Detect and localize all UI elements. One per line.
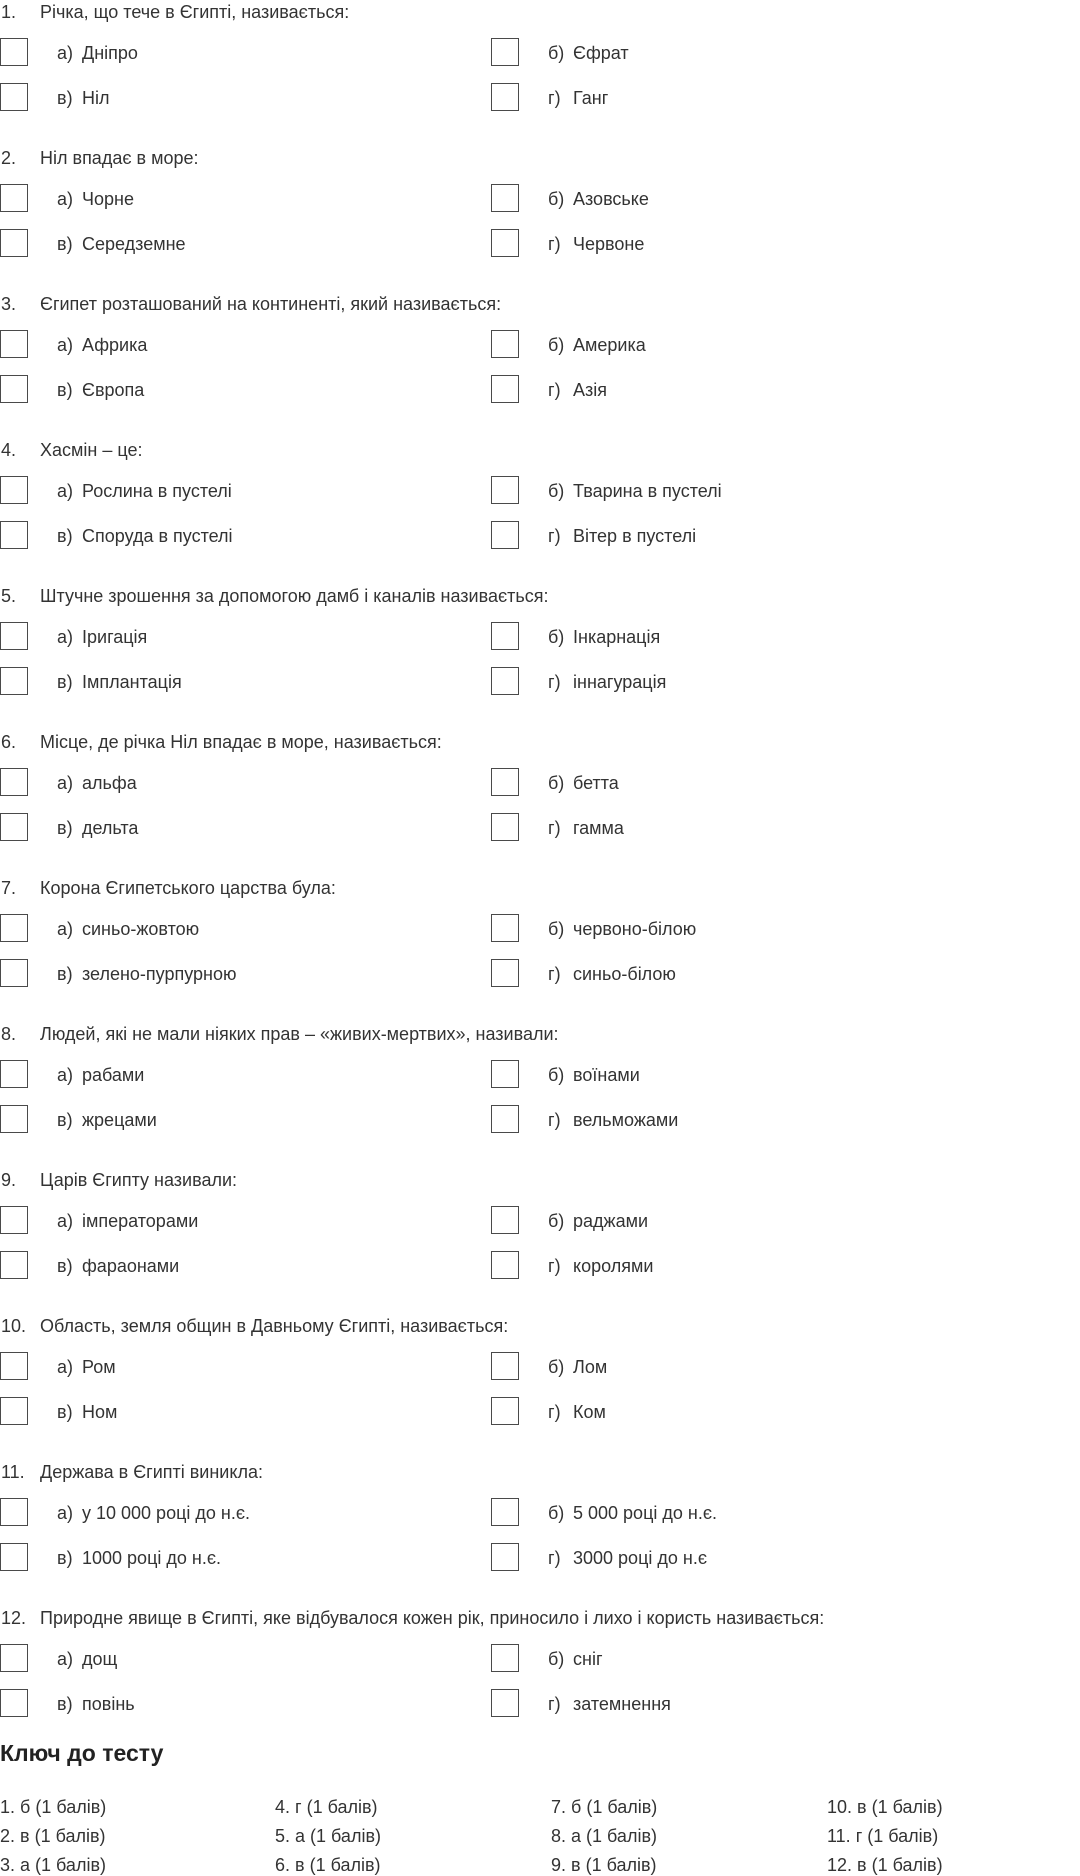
- answer-checkbox[interactable]: [491, 38, 519, 66]
- question-4: [0, 438, 1080, 584]
- answer-checkbox[interactable]: [0, 768, 28, 796]
- answer-option[interactable]: [491, 83, 911, 113]
- option-letter: б): [548, 481, 565, 501]
- answer-option[interactable]: [491, 184, 911, 214]
- question-text: Людей, які не мали ніяких прав – «живих-мертвих», називали:: [40, 1024, 559, 1044]
- option-text: гамма: [573, 818, 624, 838]
- option-text: 5 000 році до н.є.: [573, 1503, 718, 1523]
- option-text: вельможами: [573, 1110, 679, 1130]
- answer-option[interactable]: [491, 768, 911, 798]
- answer-option[interactable]: [491, 914, 911, 944]
- option-letter: г): [548, 234, 561, 254]
- question-number: 3.: [1, 294, 17, 314]
- option-letter: в): [57, 1256, 73, 1276]
- option-letter: а): [57, 919, 74, 939]
- answer-option[interactable]: [491, 1352, 911, 1382]
- option-letter: б): [548, 627, 565, 647]
- answer-key-item: 11. г (1 балів): [827, 1826, 939, 1846]
- answer-checkbox[interactable]: [0, 1060, 28, 1088]
- option-text: затемнення: [573, 1694, 671, 1714]
- option-text: червоно-білою: [573, 919, 697, 939]
- option-text: Ком: [573, 1402, 606, 1422]
- question-number: 4.: [1, 440, 17, 460]
- answer-checkbox[interactable]: [491, 768, 519, 796]
- question-number: 2.: [1, 148, 17, 168]
- answer-checkbox[interactable]: [491, 1689, 519, 1717]
- option-text: імператорами: [82, 1211, 199, 1231]
- answer-option[interactable]: [0, 184, 420, 214]
- option-text: Тварина в пустелі: [573, 481, 722, 501]
- option-text: іннагурація: [573, 672, 667, 692]
- option-text: воїнами: [573, 1065, 640, 1085]
- answer-checkbox[interactable]: [0, 476, 28, 504]
- option-letter: а): [57, 1357, 74, 1377]
- option-letter: г): [548, 1694, 561, 1714]
- option-text: Інкарнація: [573, 627, 661, 647]
- option-text: раджами: [573, 1211, 649, 1231]
- answer-option[interactable]: [0, 375, 420, 405]
- question-12: [0, 1606, 1080, 1752]
- option-letter: а): [57, 1503, 74, 1523]
- option-letter: в): [57, 234, 73, 254]
- answer-checkbox[interactable]: [491, 229, 519, 257]
- answer-checkbox[interactable]: [491, 1397, 519, 1425]
- option-letter: в): [57, 672, 73, 692]
- option-text: Африка: [82, 335, 148, 355]
- option-text: рабами: [82, 1065, 145, 1085]
- answer-checkbox[interactable]: [0, 1206, 28, 1234]
- option-text: Дніпро: [82, 43, 138, 63]
- option-letter: г): [548, 88, 561, 108]
- answer-checkbox[interactable]: [491, 1352, 519, 1380]
- question-text: Річка, що тече в Єгипті, називається:: [40, 2, 350, 22]
- answer-option[interactable]: [0, 622, 420, 652]
- answer-option[interactable]: [491, 1498, 911, 1528]
- option-letter: г): [548, 1256, 561, 1276]
- answer-option[interactable]: [0, 38, 420, 68]
- option-letter: в): [57, 964, 73, 984]
- answer-key-item: 3. а (1 балів): [0, 1855, 106, 1875]
- answer-option[interactable]: [491, 375, 911, 405]
- question-number: 10.: [1, 1316, 27, 1336]
- answer-checkbox[interactable]: [491, 959, 519, 987]
- answer-checkbox[interactable]: [0, 38, 28, 66]
- answer-option[interactable]: [491, 1689, 911, 1719]
- answer-option[interactable]: [491, 667, 911, 697]
- option-letter: в): [57, 1110, 73, 1130]
- question-number: 11.: [1, 1462, 25, 1482]
- answer-option[interactable]: [0, 1105, 420, 1135]
- option-letter: б): [548, 1503, 565, 1523]
- option-text: Ганг: [573, 88, 609, 108]
- option-text: бетта: [573, 773, 619, 793]
- answer-option[interactable]: [491, 622, 911, 652]
- answer-option[interactable]: [491, 330, 911, 360]
- answer-checkbox[interactable]: [491, 83, 519, 111]
- answer-checkbox[interactable]: [0, 1352, 28, 1380]
- question-number: 7.: [1, 878, 17, 898]
- answer-checkbox[interactable]: [491, 1251, 519, 1279]
- option-text: повінь: [82, 1694, 135, 1714]
- answer-checkbox[interactable]: [491, 1060, 519, 1088]
- answer-option[interactable]: [491, 959, 911, 989]
- answer-checkbox[interactable]: [0, 184, 28, 212]
- option-text: Ніл: [82, 88, 110, 108]
- question-2: [0, 146, 1080, 292]
- option-text: Європа: [82, 380, 145, 400]
- option-letter: а): [57, 773, 74, 793]
- answer-option[interactable]: [0, 1543, 420, 1573]
- option-text: Ром: [82, 1357, 116, 1377]
- option-letter: а): [57, 335, 74, 355]
- answer-checkbox[interactable]: [0, 622, 28, 650]
- option-letter: а): [57, 43, 74, 63]
- option-letter: б): [548, 1649, 565, 1669]
- answer-key-item: 5. а (1 балів): [275, 1826, 381, 1846]
- answer-option[interactable]: [0, 1498, 420, 1528]
- question-number: 1.: [1, 2, 17, 22]
- answer-option[interactable]: [491, 813, 911, 843]
- option-text: Іригація: [82, 627, 148, 647]
- question-number: 8.: [1, 1024, 17, 1044]
- question-number: 5.: [1, 586, 17, 606]
- option-text: у 10 000 році до н.є.: [82, 1503, 251, 1523]
- answer-option[interactable]: [0, 1060, 420, 1090]
- option-text: зелено-пурпурною: [82, 964, 237, 984]
- question-8: [0, 1022, 1080, 1168]
- answer-key-item: 8. а (1 балів): [551, 1826, 657, 1846]
- answer-key-item: 9. в (1 балів): [551, 1855, 657, 1875]
- option-letter: б): [548, 1065, 565, 1085]
- answer-checkbox[interactable]: [491, 813, 519, 841]
- option-letter: г): [548, 672, 561, 692]
- option-text: Азовське: [573, 189, 649, 209]
- answer-checkbox[interactable]: [491, 330, 519, 358]
- answer-option[interactable]: [0, 667, 420, 697]
- answer-option[interactable]: [0, 1352, 420, 1382]
- answer-checkbox[interactable]: [491, 914, 519, 942]
- option-text: Чорне: [82, 189, 134, 209]
- answer-option[interactable]: [0, 1206, 420, 1236]
- answer-checkbox[interactable]: [491, 521, 519, 549]
- option-text: синьо-жовтою: [82, 919, 200, 939]
- option-text: фараонами: [82, 1256, 180, 1276]
- answer-checkbox[interactable]: [0, 330, 28, 358]
- answer-checkbox[interactable]: [0, 1498, 28, 1526]
- answer-key-item: 12. в (1 балів): [827, 1855, 943, 1875]
- question-6: [0, 730, 1080, 876]
- option-text: Азія: [573, 380, 608, 400]
- answer-option[interactable]: [491, 1543, 911, 1573]
- question-text: Корона Єгипетського царства була:: [40, 878, 336, 898]
- option-text: Єфрат: [573, 43, 629, 63]
- option-letter: б): [548, 919, 565, 939]
- option-text: 1000 році до н.є.: [82, 1548, 222, 1568]
- option-letter: г): [548, 964, 561, 984]
- answer-option[interactable]: [491, 476, 911, 506]
- option-letter: а): [57, 1211, 74, 1231]
- answer-checkbox[interactable]: [491, 667, 519, 695]
- option-text: Споруда в пустелі: [82, 526, 233, 546]
- option-text: Імплантація: [82, 672, 182, 692]
- answer-checkbox[interactable]: [491, 184, 519, 212]
- question-11: [0, 1460, 1080, 1606]
- option-letter: в): [57, 526, 73, 546]
- answer-option[interactable]: [491, 521, 911, 551]
- option-letter: б): [548, 1211, 565, 1231]
- answer-checkbox[interactable]: [0, 1543, 28, 1571]
- question-10: [0, 1314, 1080, 1460]
- answer-checkbox[interactable]: [0, 1644, 28, 1672]
- question-9: [0, 1168, 1080, 1314]
- question-5: [0, 584, 1080, 730]
- answer-option[interactable]: [0, 914, 420, 944]
- answer-option[interactable]: [0, 959, 420, 989]
- question-text: Область, земля общин в Давньому Єгипті, називається:: [40, 1316, 509, 1336]
- answer-option[interactable]: [0, 813, 420, 843]
- answer-checkbox[interactable]: [0, 375, 28, 403]
- option-text: Ном: [82, 1402, 118, 1422]
- answer-checkbox[interactable]: [0, 1105, 28, 1133]
- answer-checkbox[interactable]: [0, 1251, 28, 1279]
- answer-option[interactable]: [491, 229, 911, 259]
- answer-checkbox[interactable]: [0, 914, 28, 942]
- answer-checkbox[interactable]: [491, 1206, 519, 1234]
- answer-checkbox[interactable]: [0, 1689, 28, 1717]
- answer-option[interactable]: [0, 1251, 420, 1281]
- answer-checkbox[interactable]: [491, 375, 519, 403]
- answer-option[interactable]: [491, 1060, 911, 1090]
- answer-checkbox[interactable]: [0, 813, 28, 841]
- answer-checkbox[interactable]: [0, 229, 28, 257]
- answer-option[interactable]: [491, 1206, 911, 1236]
- answer-checkbox[interactable]: [491, 1644, 519, 1672]
- option-letter: г): [548, 526, 561, 546]
- answer-checkbox[interactable]: [491, 622, 519, 650]
- answer-option[interactable]: [491, 1251, 911, 1281]
- answer-option[interactable]: [491, 38, 911, 68]
- question-text: Ніл впадає в море:: [40, 148, 199, 168]
- answer-option[interactable]: [0, 330, 420, 360]
- option-text: Червоне: [573, 234, 645, 254]
- answer-checkbox[interactable]: [491, 1543, 519, 1571]
- answer-checkbox[interactable]: [0, 1397, 28, 1425]
- option-letter: в): [57, 818, 73, 838]
- answer-key-item: 6. в (1 балів): [275, 1855, 381, 1875]
- option-letter: в): [57, 1402, 73, 1422]
- option-text: Америка: [573, 335, 646, 355]
- question-text: Місце, де річка Ніл впадає в море, називається:: [40, 732, 442, 752]
- option-text: Вітер в пустелі: [573, 526, 697, 546]
- question-number: 12.: [1, 1608, 27, 1628]
- question-text: Єгипет розташований на континенті, який називається:: [40, 294, 502, 314]
- option-letter: в): [57, 88, 73, 108]
- option-letter: а): [57, 1649, 74, 1669]
- question-3: [0, 292, 1080, 438]
- answer-key-title: Ключ до тесту: [0, 1740, 164, 1766]
- answer-option[interactable]: [0, 1644, 420, 1674]
- option-letter: г): [548, 380, 561, 400]
- option-text: Лом: [573, 1357, 608, 1377]
- question-text: Природне явище в Єгипті, яке відбувалося кожен рік, приносило і лихо і користь називається:: [40, 1608, 825, 1628]
- option-letter: а): [57, 189, 74, 209]
- option-text: жрецами: [82, 1110, 157, 1130]
- question-text: Держава в Єгипті виникла:: [40, 1462, 263, 1482]
- answer-key-item: 4. г (1 балів): [275, 1797, 378, 1817]
- question-1: [0, 0, 1080, 146]
- answer-option[interactable]: [0, 1689, 420, 1719]
- option-text: дощ: [82, 1649, 118, 1669]
- option-letter: г): [548, 1110, 561, 1130]
- question-number: 6.: [1, 732, 17, 752]
- answer-checkbox[interactable]: [0, 521, 28, 549]
- answer-checkbox[interactable]: [491, 1498, 519, 1526]
- option-text: альфа: [82, 773, 137, 793]
- answer-option[interactable]: [0, 476, 420, 506]
- answer-option[interactable]: [0, 229, 420, 259]
- option-letter: б): [548, 1357, 565, 1377]
- answer-option[interactable]: [491, 1105, 911, 1135]
- option-text: синьо-білою: [573, 964, 676, 984]
- answer-key-item: 1. б (1 балів): [0, 1797, 107, 1817]
- option-letter: в): [57, 380, 73, 400]
- option-letter: г): [548, 1402, 561, 1422]
- question-text: Царів Єгипту називали:: [40, 1170, 238, 1190]
- question-7: [0, 876, 1080, 1022]
- answer-key-item: 10. в (1 балів): [827, 1797, 943, 1817]
- answer-option[interactable]: [0, 83, 420, 113]
- answer-checkbox[interactable]: [491, 1105, 519, 1133]
- option-text: королями: [573, 1256, 654, 1276]
- answer-option[interactable]: [0, 1397, 420, 1427]
- option-letter: а): [57, 1065, 74, 1085]
- answer-checkbox[interactable]: [491, 476, 519, 504]
- option-text: сніг: [573, 1649, 603, 1669]
- option-letter: г): [548, 818, 561, 838]
- option-letter: а): [57, 481, 74, 501]
- question-text: Хасмін – це:: [40, 440, 143, 460]
- answer-option[interactable]: [491, 1644, 911, 1674]
- option-letter: в): [57, 1694, 73, 1714]
- answer-key-item: 7. б (1 балів): [551, 1797, 658, 1817]
- answer-checkbox[interactable]: [0, 667, 28, 695]
- option-letter: б): [548, 773, 565, 793]
- answer-checkbox[interactable]: [0, 959, 28, 987]
- option-letter: б): [548, 189, 565, 209]
- answer-option[interactable]: [0, 768, 420, 798]
- option-letter: в): [57, 1548, 73, 1568]
- answer-key-item: 2. в (1 балів): [0, 1826, 106, 1846]
- answer-checkbox[interactable]: [0, 83, 28, 111]
- option-letter: б): [548, 43, 565, 63]
- question-number: 9.: [1, 1170, 17, 1190]
- option-text: Рослина в пустелі: [82, 481, 232, 501]
- option-letter: б): [548, 335, 565, 355]
- option-letter: г): [548, 1548, 561, 1568]
- option-text: дельта: [82, 818, 139, 838]
- option-text: 3000 році до н.є: [573, 1548, 708, 1568]
- option-letter: а): [57, 627, 74, 647]
- answer-option[interactable]: [0, 521, 420, 551]
- answer-option[interactable]: [491, 1397, 911, 1427]
- question-text: Штучне зрошення за допомогою дамб і каналів називається:: [40, 586, 549, 606]
- option-text: Середземне: [82, 234, 186, 254]
